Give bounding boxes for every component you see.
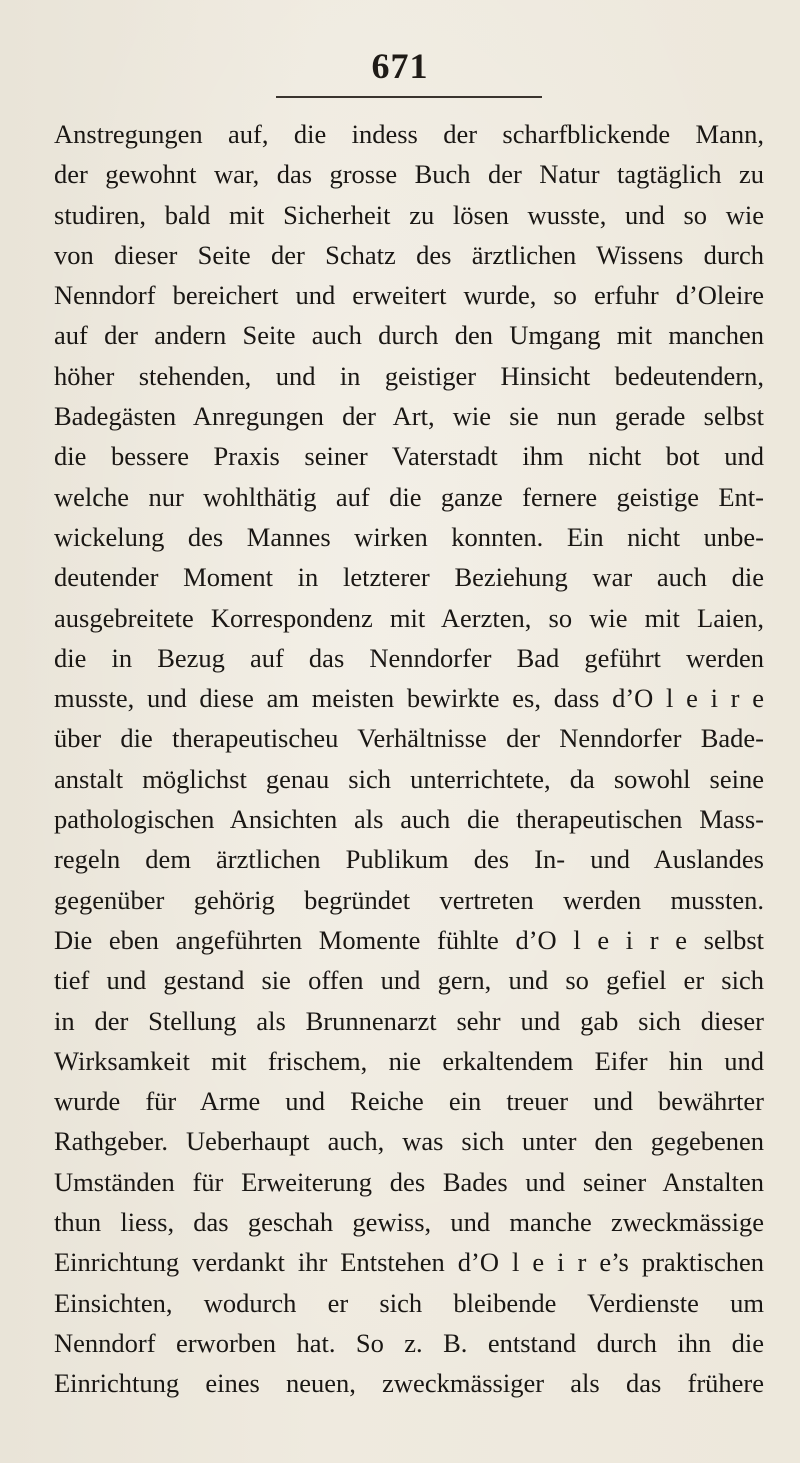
text-line: über die therapeutischeu Verhältnisse der Nenndorfer Bade- bbox=[54, 723, 764, 754]
text-line: Nenndorf erworben hat. So z. B. entstand durch ihn die bbox=[54, 1327, 764, 1358]
header-rule bbox=[276, 96, 542, 98]
body-text bbox=[54, 114, 764, 1404]
text-line: Anstregungen auf, die indess der scharfblickende Mann, bbox=[54, 119, 764, 149]
text-line: höher stehenden, und in geistiger Hinsicht bedeutendern, bbox=[54, 360, 764, 391]
text-line: Die eben angeführten Momente fühlte d’O l e i r e selbst bbox=[54, 924, 764, 955]
text-line: Rathgeber. Ueberhaupt auch, was sich unter den gegebenen bbox=[54, 1126, 764, 1157]
text-line: welche nur wohlthätig auf die ganze fernere geistige Ent- bbox=[54, 481, 764, 512]
text-line: pathologischen Ansichten als auch die therapeutischen Mass- bbox=[54, 804, 764, 835]
text-line: Einsichten, wodurch er sich bleibende Verdienste um bbox=[54, 1287, 764, 1318]
text-line: Einrichtung eines neuen, zweckmässiger als das frühere bbox=[54, 1368, 764, 1399]
text-line: thun liess, das geschah gewiss, und manche zweckmässige bbox=[54, 1207, 764, 1238]
text-line: die in Bezug auf das Nenndorfer Bad geführt werden bbox=[54, 642, 764, 673]
text-line: auf der andern Seite auch durch den Umgang mit manchen bbox=[54, 320, 764, 351]
text-line: regeln dem ärztlichen Publikum des In- und Auslandes bbox=[54, 844, 764, 875]
text-line: deutender Moment in letzterer Beziehung war auch die bbox=[54, 562, 764, 593]
text-line: tief und gestand sie offen und gern, und so gefiel er sich bbox=[54, 965, 764, 996]
text-line: in der Stellung als Brunnenarzt sehr und gab sich dieser bbox=[54, 1005, 764, 1036]
text-line: wickelung des Mannes wirken konnten. Ein nicht unbe- bbox=[54, 521, 764, 552]
text-line: von dieser Seite der Schatz des ärztlichen Wissens durch bbox=[54, 239, 764, 270]
text-line: wurde für Arme und Reiche ein treuer und bewährter bbox=[54, 1086, 764, 1117]
text-line: Wirksamkeit mit frischem, nie erkaltendem Eifer hin und bbox=[54, 1045, 764, 1076]
text-line: gegenüber gehörig begründet vertreten werden mussten. bbox=[54, 884, 764, 915]
text-line: die bessere Praxis seiner Vaterstadt ihm nicht bot und bbox=[54, 441, 764, 472]
text-line: studiren, bald mit Sicherheit zu lösen wusste, und so wie bbox=[54, 199, 764, 230]
text-line: ausgebreitete Korrespondenz mit Aerzten, so wie mit Laien, bbox=[54, 602, 764, 633]
text-line: Einrichtung verdankt ihr Entstehen d’O l e i r e’s praktischen bbox=[54, 1247, 764, 1278]
text-line: Badegästen Anregungen der Art, wie sie nun gerade selbst bbox=[54, 401, 764, 432]
text-line: Umständen für Erweiterung des Bades und seiner Anstalten bbox=[54, 1166, 764, 1197]
text-line: der gewohnt war, das grosse Buch der Natur tagtäglich zu bbox=[54, 159, 764, 190]
text-line: Nenndorf bereichert und erweitert wurde, so erfuhr d’Oleire bbox=[54, 280, 764, 311]
text-line: anstalt möglichst genau sich unterrichtete, da sowohl seine bbox=[54, 763, 764, 794]
text-line: musste, und diese am meisten bewirkte es, dass d’O l e i r e bbox=[54, 683, 764, 714]
page-number: 671 bbox=[371, 46, 429, 86]
